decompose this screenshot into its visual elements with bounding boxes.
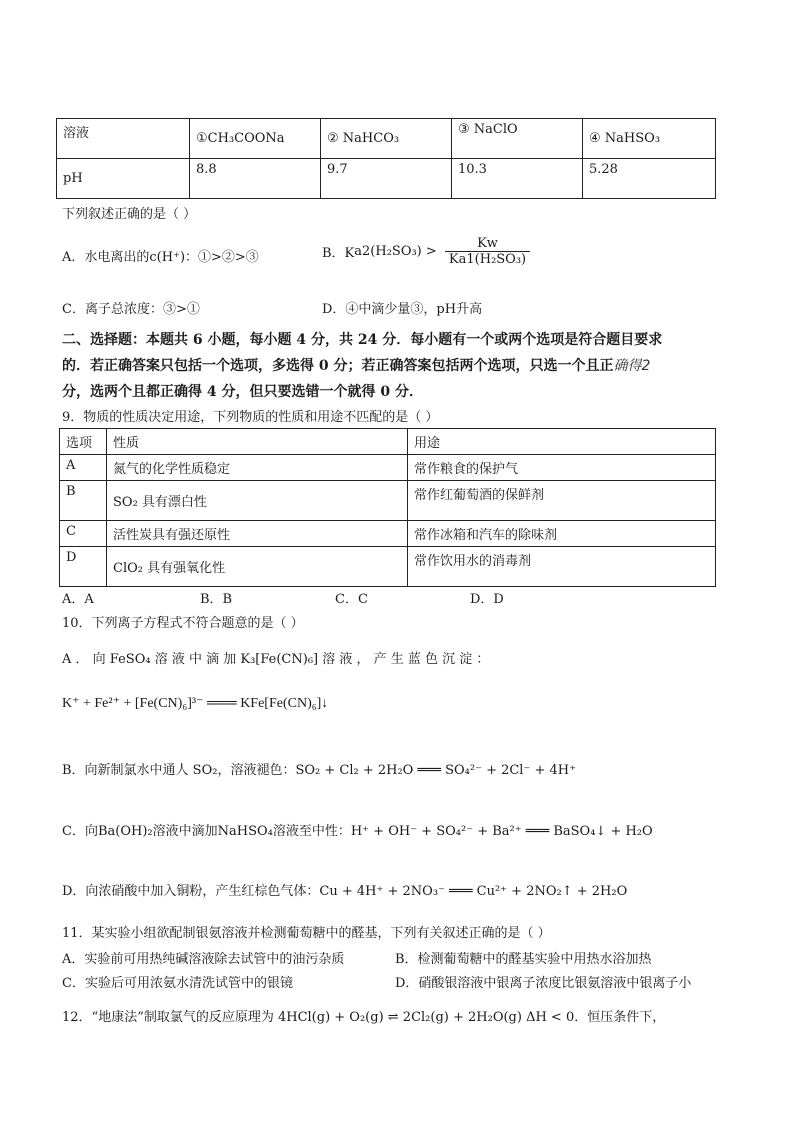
q9-option-c: C．C: [335, 592, 368, 607]
table-row: [60, 429, 716, 455]
table-cell: ClO₂ 具有强氧化性: [107, 547, 408, 587]
table-cell: 5.28: [583, 159, 716, 199]
q8-option-b-prefix: B．K: [322, 246, 355, 261]
q10-option-a-equation: K⁺ + Fe²⁺ + [Fe(CN)₆]³⁻ ═══ KFe[Fe(CN)₆]↓: [62, 696, 329, 711]
table-row: [60, 521, 716, 547]
q8-option-b: [322, 236, 530, 267]
q8-option-a: A．水电离出的c(H⁺)：①>②>③: [62, 250, 259, 265]
table-cell: 8.8: [190, 159, 321, 199]
q10-option-b: B．向新制氯水中通人 SO₂，溶液褪色：SO₂ + Cl₂ + 2H₂O ═══ SO₄²⁻ + 2Cl⁻ + 4H⁺: [62, 763, 576, 778]
q9-option-a: A．A: [62, 592, 94, 607]
section2-line2: [62, 355, 650, 375]
q9-option-d: D．D: [470, 592, 504, 607]
q9-option-b: B．B: [200, 592, 233, 607]
table-cell: 氮气的化学性质稳定: [107, 455, 408, 481]
table-cell: 活性炭具有强还原性: [107, 521, 408, 547]
table-cell: 常作红葡萄酒的保鲜剂: [408, 481, 716, 521]
table-cell: 性质: [107, 429, 408, 455]
table-cell: 10.3: [452, 159, 583, 199]
table-row: [60, 547, 716, 587]
table-cell: 常作饮用水的消毒剂: [408, 547, 716, 587]
table-cell: 常作粮食的保护气: [408, 455, 716, 481]
table-cell: C: [60, 521, 107, 547]
q11-option-b: B．检测葡萄糖中的醛基实验中用热水浴加热: [395, 952, 652, 967]
table-cell: ② NaHCO₃: [321, 119, 452, 159]
table-cell: 选项: [60, 429, 107, 455]
q9-prompt: 9．物质的性质决定用途，下列物质的性质和用途不匹配的是（ ）: [62, 410, 439, 425]
q11-option-d: D．硝酸银溶液中银离子浓度比银氨溶液中银离子小: [395, 976, 692, 991]
table-cell: 用途: [408, 429, 716, 455]
fraction: [445, 236, 530, 267]
table-cell: 溶液: [57, 119, 190, 159]
handwritten-note: 确得2: [613, 358, 651, 374]
table-cell: B: [60, 481, 107, 521]
q8-prompt: 下列叙述正确的是（ ）: [62, 207, 197, 222]
table-cell: pH: [57, 159, 190, 199]
table-row: [60, 481, 716, 521]
fraction-denominator: Ka1(H₂SO₃): [448, 252, 527, 267]
q11-option-c: C．实验后可用浓氨水清洗试管中的银镜: [62, 976, 293, 991]
q10-option-a: A ． 向 FeSO₄ 溶 液 中 滴 加 K₃[Fe(CN)₆] 溶 液 ， 产 生 蓝 色 沉 淀 ：: [62, 652, 490, 667]
table-cell: ④ NaHSO₃: [583, 119, 716, 159]
q11-prompt: 11．某实验小组欲配制银氨溶液并检测葡萄糖中的醛基，下列有关叙述正确的是（ ）: [62, 926, 551, 941]
table-cell: ③ NaClO: [452, 119, 583, 159]
q10-option-d: D．向浓硝酸中加入铜粉，产生红棕色气体：Cu + 4H⁺ + 2NO₃⁻ ═══ Cu²⁺ + 2NO₂↑ + 2H₂O: [62, 884, 628, 899]
q11-option-a: A．实验前可用热纯碱溶液除去试管中的油污杂质: [62, 952, 345, 967]
section2-line2-text: 的．若正确答案只包括一个选项，多选得 0 分；若正确答案包括两个选项，只选一个且正: [62, 358, 614, 374]
section2-line3: 分，选两个且都正确得 4 分，但只要选错一个就得 0 分．: [62, 384, 423, 400]
q8-option-c: C．离子总浓度：③>①: [62, 302, 200, 317]
table-cell: 常作冰箱和汽车的除味剂: [408, 521, 716, 547]
q10-prompt: 10．下列离子方程式不符合题意的是（ ）: [62, 616, 304, 631]
q8-option-d: D．④中滴少量③，pH升高: [322, 302, 483, 317]
table-cell: SO₂ 具有漂白性: [107, 481, 408, 521]
table-cell: ①CH₃COONa: [190, 119, 321, 159]
table-row: [60, 455, 716, 481]
fraction-numerator: Kw: [445, 236, 530, 252]
q9-table: [59, 428, 716, 587]
table-row: [57, 159, 716, 199]
q10-option-c: C．向Ba(OH)₂溶液中滴加NaHSO₄溶液至中性：H⁺ + OH⁻ + SO₄²⁻ + Ba²⁺ ═══ BaSO₄↓ + H₂O: [62, 824, 653, 839]
q8-option-b-text: a2(H₂SO₃) >: [354, 244, 437, 259]
table-cell: D: [60, 547, 107, 587]
q12-prompt: 12．“地康法”制取氯气的反应原理为 4HCl(g) + O₂(g) ⇌ 2Cl₂(g) + 2H₂O(g) ΔH < 0．恒压条件下，: [62, 1010, 666, 1025]
section2-line1: 二、选择题：本题共 6 小题，每小题 4 分，共 24 分．每小题有一个或两个选项是符合题目要求: [62, 332, 663, 348]
table-cell: 9.7: [321, 159, 452, 199]
ph-table: [56, 118, 716, 199]
table-row: [57, 119, 716, 159]
table-cell: A: [60, 455, 107, 481]
